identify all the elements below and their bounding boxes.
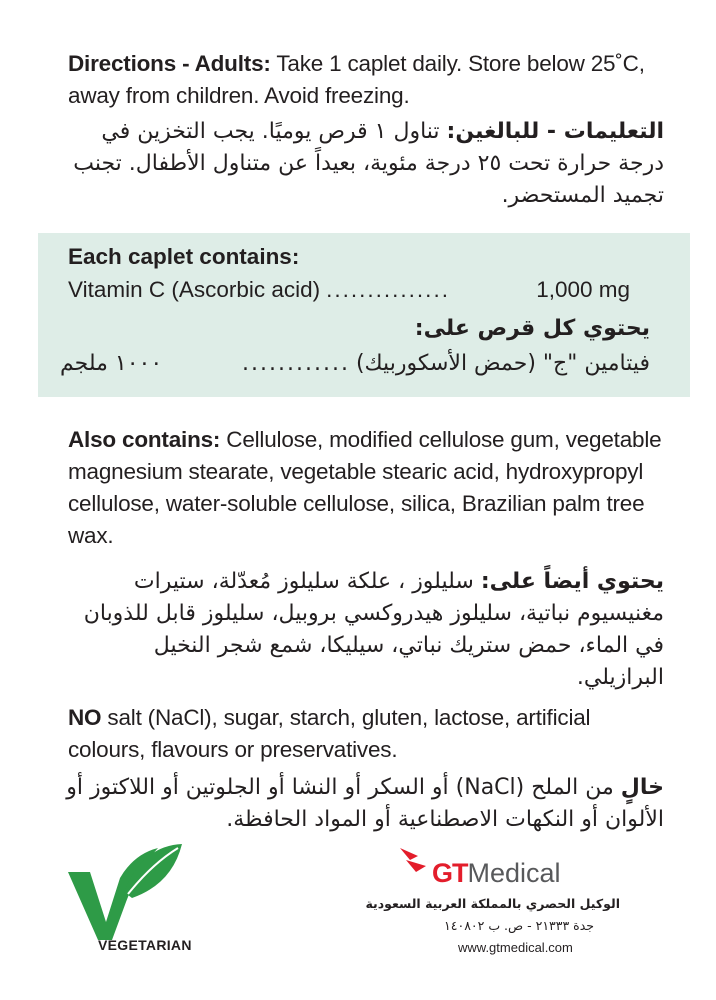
contents-title: Each caplet contains: [68, 244, 300, 269]
free-from-label-ar: خالٍ [620, 775, 664, 800]
distributor-url[interactable]: www.gtmedical.com [458, 940, 573, 955]
distributor-agent-ar: الوكيل الحصري بالمملكة العربية السعودية [365, 896, 620, 911]
vegetarian-label: VEGETARIAN [98, 937, 192, 953]
leader-dots: ............... [326, 277, 450, 302]
distributor-name [432, 858, 561, 888]
free-from-text: salt (NaCl), sugar, starch, gluten, lactose, artificial colours, flavours or preservatives. [68, 705, 591, 762]
brand-gt: GT [432, 858, 468, 888]
contents-row-ar [60, 351, 650, 376]
also-contains-text-ar: سليلوز ، علكة سليلوز مُعدّلة، ستيرات مغنيسيوم نباتية، سليلوز هيدروكسي بروبيل، سليلوز قابل للذوبان في الماء، حمض ستريك نباتي، سيليكا، شمع شجر النخيل البرازيلي. [83, 569, 664, 690]
free-from-label: NO [68, 705, 102, 730]
ingredient-name: Vitamin C (Ascorbic acid) [68, 277, 321, 302]
gt-medical-logo-icon [396, 846, 436, 876]
directions-en-text: Take 1 caplet daily. Store below 25˚C, away from children. Avoid freezing. [68, 51, 645, 108]
directions-en-label: Directions - Adults: [68, 51, 271, 76]
contents-panel [38, 233, 690, 397]
directions-ar [64, 116, 664, 212]
ingredient-amount-ar: ١٠٠٠ ملجم [60, 351, 163, 376]
free-from-text-ar: من الملح (NaCl) أو السكر أو النشا أو الجلوتين أو اللاكتوز أو الألوان أو النكهات الاصطناعية أو المواد الحافظة. [66, 775, 664, 832]
directions-ar-label: التعليمات - للبالغين: [446, 119, 664, 144]
directions-ar-text: تناول ١ قرص يوميًا. يجب التخزين في درجة حرارة تحت ٢٥ درجة مئوية، بعيداً عن متناول الأطفال. تجنب تجميد المستحضر. [73, 119, 664, 208]
contents-row [68, 277, 658, 303]
ingredient-name-ar: فيتامين "ج" (حمض الأسكوربيك) [355, 351, 650, 376]
also-contains-label-ar: يحتوي أيضاً على: [480, 569, 664, 594]
leader-dots-ar: ............ [242, 351, 350, 376]
contents-title-ar: يحتوي كل قرص على: [414, 316, 650, 341]
also-contains-label: Also contains: [68, 427, 221, 452]
distributor-block [365, 838, 646, 968]
free-from-ar [64, 772, 664, 836]
ingredient-amount: 1,000 mg [536, 277, 630, 302]
also-contains-en [68, 424, 668, 552]
free-from-en [68, 702, 668, 766]
also-contains-text: Cellulose, modified cellulose gum, vegetable magnesium stearate, vegetable stearic acid, hydroxypropyl cellulose, water-soluble cellulose, silica, Brazilian palm tree wax. [68, 427, 662, 548]
directions-en [68, 48, 668, 112]
distributor-address-ar: جدة ٢١٣٣٣ - ص. ب ١٤٠٨٠٢ [444, 918, 594, 933]
also-contains-ar [64, 566, 664, 694]
brand-medical: Medical [467, 858, 561, 888]
